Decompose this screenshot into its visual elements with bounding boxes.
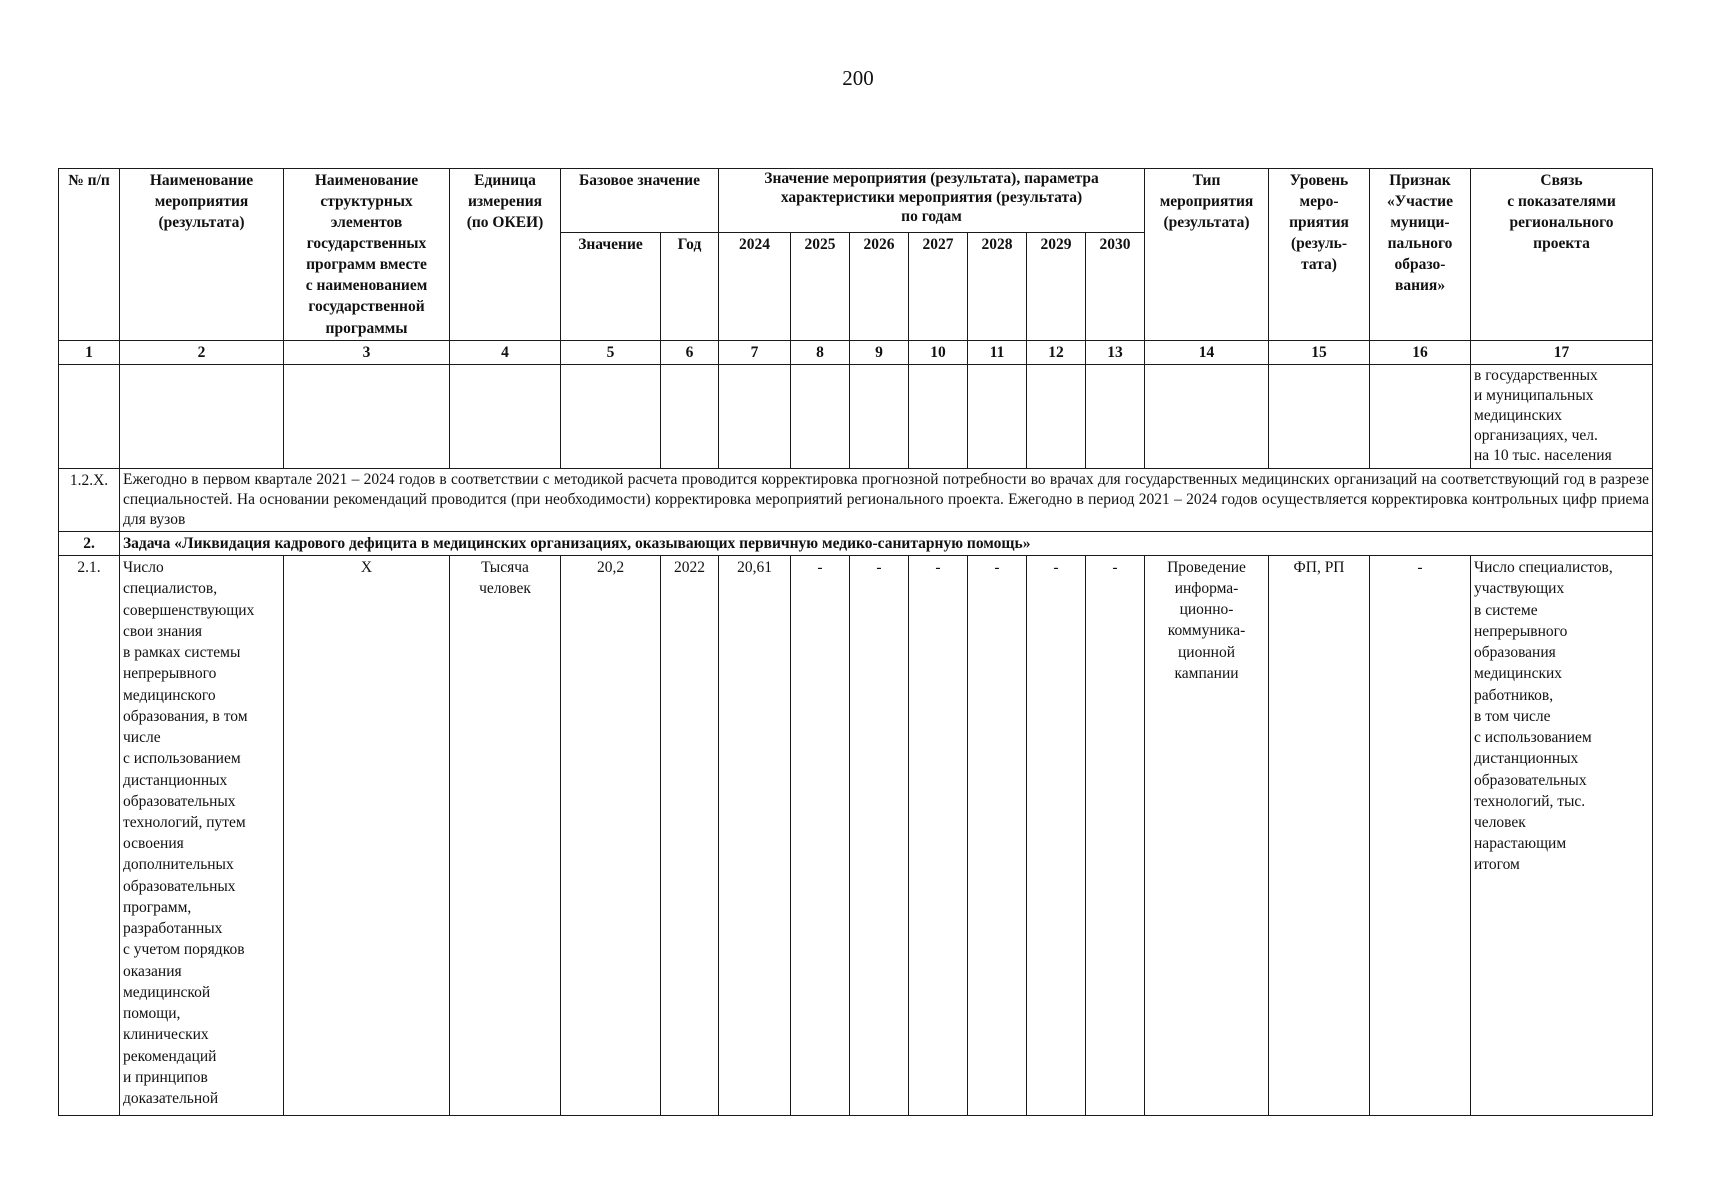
header-year-2029: 2029 bbox=[1027, 233, 1086, 341]
cell-empty bbox=[968, 364, 1027, 468]
header-link: Связь с показателями регионального проекта bbox=[1471, 169, 1653, 341]
header-base-year: Год bbox=[661, 233, 719, 341]
header-year-2030: 2030 bbox=[1086, 233, 1145, 341]
cell-empty bbox=[561, 364, 661, 468]
cell-empty bbox=[1145, 364, 1269, 468]
column-number: 3 bbox=[284, 340, 450, 364]
column-number: 16 bbox=[1370, 340, 1471, 364]
column-number: 14 bbox=[1145, 340, 1269, 364]
row-number: 2.1. bbox=[59, 556, 120, 1116]
value-2030: - bbox=[1086, 556, 1145, 1116]
regional-indicator-link: Число специалистов, участвующих в системе непрерывного образования медицинских работников, в том числе с использованием дистанционных образовательных технологий, тыс. человек нарастающим итогом bbox=[1471, 556, 1653, 1116]
cell-empty bbox=[1370, 364, 1471, 468]
cell-empty bbox=[850, 364, 909, 468]
cell-empty bbox=[661, 364, 719, 468]
cell-empty bbox=[120, 364, 284, 468]
column-number: 15 bbox=[1269, 340, 1370, 364]
header-type: Тип мероприятия (результата) bbox=[1145, 169, 1269, 341]
header-unit: Единица измерения (по ОКЕИ) bbox=[450, 169, 561, 341]
measure-type: Проведение информа- ционно- коммуника- ционной кампании bbox=[1145, 556, 1269, 1116]
header-level: Уровень меро- приятия (резуль- тата) bbox=[1269, 169, 1370, 341]
continuation-row bbox=[59, 364, 1653, 468]
column-number: 12 bbox=[1027, 340, 1086, 364]
program-table bbox=[58, 168, 1653, 1116]
value-2027: - bbox=[909, 556, 968, 1116]
header-year-2025: 2025 bbox=[791, 233, 850, 341]
cell-empty bbox=[791, 364, 850, 468]
value-2026: - bbox=[850, 556, 909, 1116]
task-row-number: 2. bbox=[59, 532, 120, 556]
column-number: 6 bbox=[661, 340, 719, 364]
header-name: Наименование мероприятия (результата) bbox=[120, 169, 284, 341]
unit-of-measure: Тысяча человек bbox=[450, 556, 561, 1116]
header-row-1 bbox=[59, 169, 1653, 233]
header-years-group: Значение мероприятия (результата), параметра характеристики мероприятия (результата) по годам bbox=[719, 169, 1145, 233]
header-municipal: Признак «Участие муници- пального образо- вания» bbox=[1370, 169, 1471, 341]
column-number-row bbox=[59, 340, 1653, 364]
page-number: 200 bbox=[842, 66, 874, 90]
column-number: 8 bbox=[791, 340, 850, 364]
base-value: 20,2 bbox=[561, 556, 661, 1116]
task-row-text: Задача «Ликвидация кадрового дефицита в медицинских организациях, оказывающих первичную медико-санитарную помощь» bbox=[120, 532, 1653, 556]
cell-empty bbox=[450, 364, 561, 468]
column-number: 10 bbox=[909, 340, 968, 364]
task-row bbox=[59, 532, 1653, 556]
base-year: 2022 bbox=[661, 556, 719, 1116]
value-2028: - bbox=[968, 556, 1027, 1116]
continuation-link-text: в государственных и муниципальных медицинских организациях, чел. на 10 тыс. населения bbox=[1471, 364, 1653, 468]
municipal-participation: - bbox=[1370, 556, 1471, 1116]
cell-empty bbox=[59, 364, 120, 468]
header-year-2027: 2027 bbox=[909, 233, 968, 341]
column-number: 2 bbox=[120, 340, 284, 364]
note-row-text: Ежегодно в первом квартале 2021 – 2024 годов в соответствии с методикой расчета проводится корректировка прогнозной потребности во врачах для государственных медицинских организаций на соответствующий год в разрезе специальностей. На основании рекомендаций проводится (при необходимости) корректировка мероприятий регионального проекта. Ежегодно в период 2021 – 2024 годов осуществляется корректировка контрольных цифр приема для вузов bbox=[120, 468, 1653, 531]
cell-empty bbox=[909, 364, 968, 468]
header-year-2028: 2028 bbox=[968, 233, 1027, 341]
cell-empty bbox=[1027, 364, 1086, 468]
header-year-2026: 2026 bbox=[850, 233, 909, 341]
table-row-2-1 bbox=[59, 556, 1653, 1116]
value-2029: - bbox=[1027, 556, 1086, 1116]
column-number: 1 bbox=[59, 340, 120, 364]
measure-name: Число специалистов, совершенствующих свои знания в рамках системы непрерывного медицинского образования, в том числе с использованием дистанционных образовательных технологий, путем освоения дополнительных образовательных программ, разработанных с учетом порядков оказания медицинской помощи, клинических рекомендаций и принципов доказательной bbox=[120, 556, 284, 1116]
column-number: 5 bbox=[561, 340, 661, 364]
header-struct: Наименование структурных элементов государственных программ вместе с наименованием государственной программы bbox=[284, 169, 450, 341]
cell-empty bbox=[1086, 364, 1145, 468]
value-2024: 20,61 bbox=[719, 556, 791, 1116]
note-row bbox=[59, 468, 1653, 531]
value-2025: - bbox=[791, 556, 850, 1116]
header-num: № п/п bbox=[59, 169, 120, 341]
column-number: 4 bbox=[450, 340, 561, 364]
column-number: 7 bbox=[719, 340, 791, 364]
cell-empty bbox=[1269, 364, 1370, 468]
column-number: 9 bbox=[850, 340, 909, 364]
cell-empty bbox=[719, 364, 791, 468]
column-number: 11 bbox=[968, 340, 1027, 364]
column-number: 13 bbox=[1086, 340, 1145, 364]
note-row-number: 1.2.X. bbox=[59, 468, 120, 531]
header-base: Базовое значение bbox=[561, 169, 719, 233]
column-number: 17 bbox=[1471, 340, 1653, 364]
header-base-value: Значение bbox=[561, 233, 661, 341]
measure-level: ФП, РП bbox=[1269, 556, 1370, 1116]
cell-empty bbox=[284, 364, 450, 468]
structural-element: X bbox=[284, 556, 450, 1116]
header-year-2024: 2024 bbox=[719, 233, 791, 341]
